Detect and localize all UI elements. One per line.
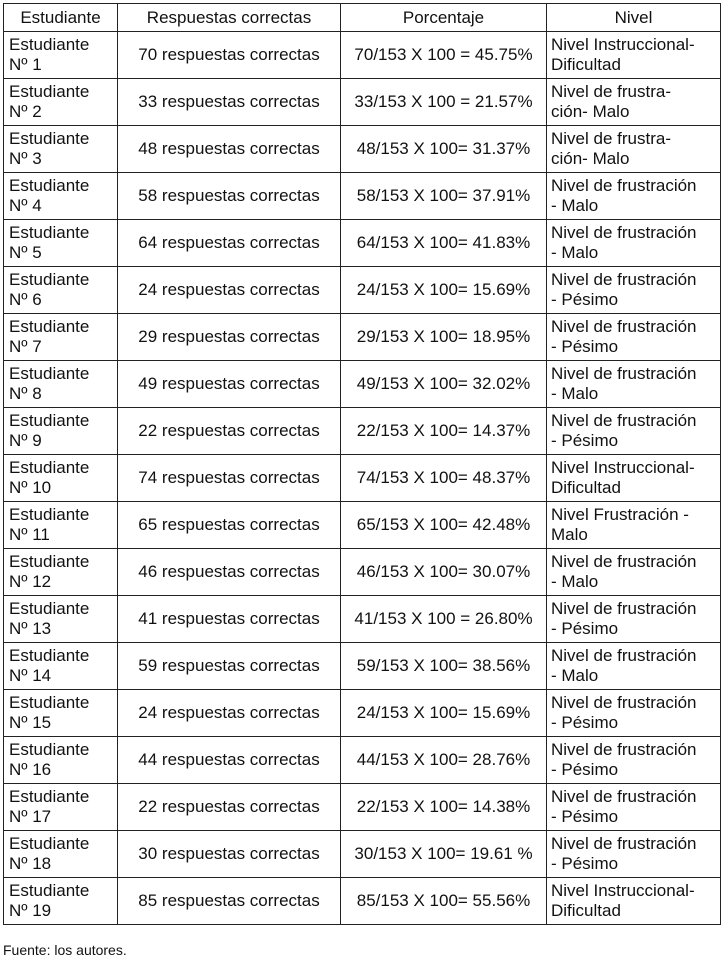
cell-level-text: Nivel de frustra- ción- Malo — [551, 129, 671, 168]
cell-level-text: Nivel de frustración - Pésimo — [551, 740, 697, 779]
cell-percentage-text: 85/153 X 100= 55.56% — [356, 891, 531, 910]
cell-percentage-text: 74/153 X 100= 48.37% — [356, 468, 531, 487]
cell-correct-answers-text: 33 respuestas correctas — [138, 92, 320, 111]
cell-student — [4, 220, 118, 267]
cell-correct-answers-text: 49 respuestas correctas — [138, 374, 320, 393]
cell-level — [547, 784, 721, 831]
cell-correct-answers-text: 22 respuestas correctas — [138, 797, 320, 816]
cell-student — [4, 831, 118, 878]
cell-percentage — [341, 784, 547, 831]
cell-correct-answers — [118, 267, 341, 314]
cell-level-text: Nivel Instruccional- Dificultad — [551, 35, 695, 74]
cell-correct-answers-text: 74 respuestas correctas — [138, 468, 320, 487]
cell-percentage — [341, 643, 547, 690]
cell-student — [4, 878, 118, 925]
cell-level-text: Nivel de frustración - Pésimo — [551, 787, 697, 826]
cell-percentage — [341, 737, 547, 784]
cell-student-text: Estudiante Nº 14 — [9, 646, 90, 685]
cell-percentage — [341, 267, 547, 314]
cell-correct-answers — [118, 831, 341, 878]
cell-student — [4, 549, 118, 596]
cell-student-text: Estudiante Nº 17 — [9, 787, 90, 826]
cell-student — [4, 361, 118, 408]
cell-correct-answers-text: 30 respuestas correctas — [138, 844, 320, 863]
cell-level — [547, 79, 721, 126]
table-row — [4, 455, 721, 502]
cell-correct-answers-text: 65 respuestas correctas — [138, 515, 320, 534]
cell-level-text: Nivel de frustración - Malo — [551, 364, 697, 403]
cell-percentage — [341, 79, 547, 126]
cell-student — [4, 32, 118, 79]
cell-correct-answers — [118, 549, 341, 596]
cell-student — [4, 643, 118, 690]
table-header — [4, 4, 721, 32]
cell-student — [4, 79, 118, 126]
cell-level-text: Nivel de frustración - Pésimo — [551, 834, 697, 873]
cell-percentage-text: 65/153 X 100= 42.48% — [356, 515, 531, 534]
table-row — [4, 173, 721, 220]
cell-correct-answers — [118, 643, 341, 690]
cell-student — [4, 314, 118, 361]
cell-student-text: Estudiante Nº 5 — [9, 223, 90, 262]
cell-level — [547, 361, 721, 408]
cell-level-text: Nivel de frustración - Malo — [551, 176, 697, 215]
header-row — [4, 4, 721, 32]
cell-correct-answers — [118, 220, 341, 267]
table-row — [4, 314, 721, 361]
cell-correct-answers — [118, 502, 341, 549]
cell-percentage-text: 70/153 X 100 = 45.75% — [354, 45, 533, 64]
cell-correct-answers-text: 44 respuestas correctas — [138, 750, 320, 769]
cell-student — [4, 455, 118, 502]
cell-correct-answers-text: 48 respuestas correctas — [138, 139, 320, 158]
cell-correct-answers — [118, 408, 341, 455]
cell-level-text: Nivel de frustración - Pésimo — [551, 411, 697, 450]
cell-correct-answers — [118, 173, 341, 220]
cell-percentage-text: 24/153 X 100= 15.69% — [356, 703, 531, 722]
cell-level — [547, 737, 721, 784]
cell-level-text: Nivel de frustración - Malo — [551, 223, 697, 262]
cell-correct-answers — [118, 784, 341, 831]
table-row — [4, 690, 721, 737]
cell-level — [547, 32, 721, 79]
cell-student — [4, 126, 118, 173]
cell-level-text: Nivel de frustra- ción- Malo — [551, 82, 671, 121]
cell-percentage-text: 22/153 X 100= 14.38% — [356, 797, 531, 816]
cell-level — [547, 220, 721, 267]
cell-percentage-text: 64/153 X 100= 41.83% — [356, 233, 531, 252]
cell-level-text: Nivel de frustración - Malo — [551, 646, 697, 685]
cell-percentage-text: 30/153 X 100= 19.61 % — [354, 844, 533, 863]
table-row — [4, 878, 721, 925]
cell-percentage — [341, 408, 547, 455]
cell-level-text: Nivel de frustración - Pésimo — [551, 317, 697, 356]
cell-student-text: Estudiante Nº 16 — [9, 740, 90, 779]
cell-correct-answers-text: 22 respuestas correctas — [138, 421, 320, 440]
cell-correct-answers-text: 58 respuestas correctas — [138, 186, 320, 205]
cell-percentage — [341, 549, 547, 596]
cell-percentage-text: 29/153 X 100= 18.95% — [356, 327, 531, 346]
cell-level — [547, 690, 721, 737]
cell-correct-answers-text: 70 respuestas correctas — [138, 45, 320, 64]
cell-percentage — [341, 126, 547, 173]
cell-correct-answers — [118, 596, 341, 643]
cell-percentage-text: 58/153 X 100= 37.91% — [356, 186, 531, 205]
table-row — [4, 784, 721, 831]
cell-level-text: Nivel de frustración - Pésimo — [551, 270, 697, 309]
cell-percentage-text: 33/153 X 100 = 21.57% — [354, 92, 533, 111]
cell-percentage-text: 44/153 X 100= 28.76% — [356, 750, 531, 769]
cell-percentage-text: 24/153 X 100= 15.69% — [356, 280, 531, 299]
cell-percentage-text: 41/153 X 100 = 26.80% — [354, 609, 533, 628]
cell-student-text: Estudiante Nº 6 — [9, 270, 90, 309]
cell-level — [547, 549, 721, 596]
cell-student — [4, 596, 118, 643]
cell-correct-answers-text: 24 respuestas correctas — [138, 703, 320, 722]
table-row — [4, 549, 721, 596]
cell-correct-answers — [118, 690, 341, 737]
source-note: Fuente: los autores. — [3, 942, 127, 958]
cell-student — [4, 267, 118, 314]
cell-percentage — [341, 690, 547, 737]
cell-percentage — [341, 361, 547, 408]
table-row — [4, 220, 721, 267]
cell-student-text: Estudiante Nº 10 — [9, 458, 90, 497]
cell-correct-answers-text: 64 respuestas correctas — [138, 233, 320, 252]
cell-correct-answers — [118, 878, 341, 925]
cell-correct-answers — [118, 79, 341, 126]
table-row — [4, 596, 721, 643]
cell-level — [547, 173, 721, 220]
cell-correct-answers-text: 41 respuestas correctas — [138, 609, 320, 628]
cell-level — [547, 126, 721, 173]
table-row — [4, 32, 721, 79]
cell-student-text: Estudiante Nº 15 — [9, 693, 90, 732]
cell-percentage — [341, 502, 547, 549]
cell-correct-answers — [118, 455, 341, 502]
cell-level — [547, 878, 721, 925]
cell-student — [4, 690, 118, 737]
cell-correct-answers — [118, 314, 341, 361]
cell-correct-answers — [118, 32, 341, 79]
cell-percentage — [341, 596, 547, 643]
cell-level — [547, 408, 721, 455]
cell-student-text: Estudiante Nº 18 — [9, 834, 90, 873]
table-row — [4, 267, 721, 314]
table-row — [4, 737, 721, 784]
cell-correct-answers — [118, 737, 341, 784]
cell-percentage-text: 59/153 X 100= 38.56% — [356, 656, 531, 675]
cell-student-text: Estudiante Nº 2 — [9, 82, 90, 121]
table-row — [4, 831, 721, 878]
cell-level — [547, 314, 721, 361]
table-row — [4, 79, 721, 126]
cell-percentage-text: 48/153 X 100= 31.37% — [356, 139, 531, 158]
table-row — [4, 502, 721, 549]
cell-level-text: Nivel Frustración - Malo — [551, 505, 689, 544]
cell-level-text: Nivel Instruccional- Dificultad — [551, 881, 695, 920]
cell-level — [547, 596, 721, 643]
cell-percentage-text: 49/153 X 100= 32.02% — [356, 374, 531, 393]
cell-student-text: Estudiante Nº 9 — [9, 411, 90, 450]
cell-percentage — [341, 455, 547, 502]
cell-percentage-text: 22/153 X 100= 14.37% — [356, 421, 531, 440]
cell-student-text: Estudiante Nº 19 — [9, 881, 90, 920]
cell-level — [547, 455, 721, 502]
header-student: Estudiante — [4, 4, 118, 32]
cell-student — [4, 784, 118, 831]
cell-student-text: Estudiante Nº 7 — [9, 317, 90, 356]
results-table — [3, 3, 721, 925]
cell-student-text: Estudiante Nº 11 — [9, 505, 90, 544]
header-correct-answers: Respuestas correctas — [118, 4, 341, 32]
cell-percentage — [341, 173, 547, 220]
cell-percentage — [341, 878, 547, 925]
cell-level — [547, 831, 721, 878]
table-row — [4, 126, 721, 173]
table-row — [4, 361, 721, 408]
cell-correct-answers — [118, 126, 341, 173]
header-percentage: Porcentaje — [341, 4, 547, 32]
cell-percentage — [341, 314, 547, 361]
cell-level-text: Nivel de frustración - Malo — [551, 552, 697, 591]
cell-correct-answers-text: 24 respuestas correctas — [138, 280, 320, 299]
cell-student — [4, 408, 118, 455]
table-body — [4, 32, 721, 925]
cell-level-text: Nivel de frustración - Pésimo — [551, 693, 697, 732]
cell-student-text: Estudiante Nº 13 — [9, 599, 90, 638]
cell-correct-answers-text: 29 respuestas correctas — [138, 327, 320, 346]
cell-percentage — [341, 32, 547, 79]
cell-correct-answers-text: 59 respuestas correctas — [138, 656, 320, 675]
cell-student-text: Estudiante Nº 12 — [9, 552, 90, 591]
cell-level — [547, 643, 721, 690]
cell-level-text: Nivel Instruccional- Dificultad — [551, 458, 695, 497]
cell-percentage — [341, 220, 547, 267]
cell-percentage — [341, 831, 547, 878]
cell-percentage-text: 46/153 X 100= 30.07% — [356, 562, 531, 581]
cell-student — [4, 173, 118, 220]
cell-level — [547, 267, 721, 314]
cell-correct-answers — [118, 361, 341, 408]
cell-student-text: Estudiante Nº 4 — [9, 176, 90, 215]
cell-student-text: Estudiante Nº 3 — [9, 129, 90, 168]
table-row — [4, 643, 721, 690]
cell-student — [4, 502, 118, 549]
cell-level-text: Nivel de frustración - Pésimo — [551, 599, 697, 638]
cell-correct-answers-text: 46 respuestas correctas — [138, 562, 320, 581]
cell-student-text: Estudiante Nº 8 — [9, 364, 90, 403]
cell-correct-answers-text: 85 respuestas correctas — [138, 891, 320, 910]
cell-level — [547, 502, 721, 549]
cell-student — [4, 737, 118, 784]
header-level: Nivel — [547, 4, 721, 32]
cell-student-text: Estudiante Nº 1 — [9, 35, 90, 74]
table-row — [4, 408, 721, 455]
